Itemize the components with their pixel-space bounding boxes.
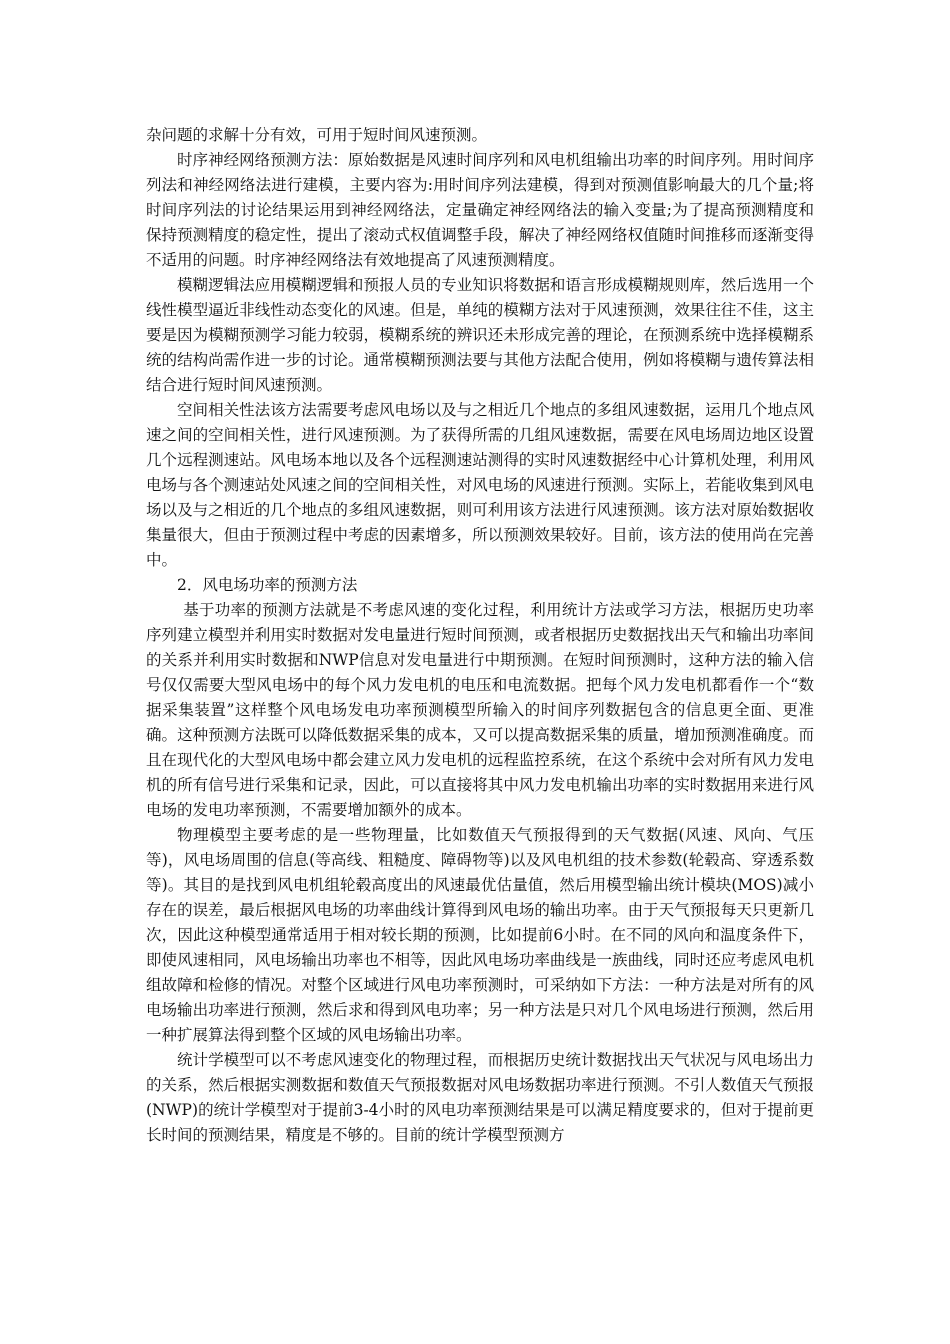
paragraph-continuation: 杂问题的求解十分有效，可用于短时间风速预测。 bbox=[146, 126, 488, 144]
document-page bbox=[146, 123, 814, 1148]
section-heading-power-prediction: 2．风电场功率的预测方法 bbox=[177, 576, 358, 594]
paragraph-time-series-neural-network: 时序神经网络预测方法：原始数据是风速时间序列和风电机组输出功率的时间序列。用时间序列法和神经网络法进行建模，主要内容为:用时间序列法建模，得到对预测值影响最大的几个量;将时间序列法的讨论结果运用到神经网络法，定量确定神经网络法的输入变量;为了提高预测精度和保持预测精度的稳定性，提出了滚动式权值调整手段，解决了神经网络权值随时间推移而逐渐变得不适用的问题。时序神经网络法有效地提高了风速预测精度。 bbox=[146, 151, 814, 269]
paragraph-power-based-method: 基于功率的预测方法就是不考虑风速的变化过程，利用统计方法或学习方法，根据历史功率序列建立模型并利用实时数据对发电量进行短时间预测，或者根据历史数据找出天气和输出功率间的关系并利用实时数据和NWP信息对发电量进行中期预测。在短时间预测时，这种方法的输入信号仅仅需要大型风电场中的每个风力发电机的电压和电流数据。把每个风力发电机都看作一个“数据采集装置”这样整个风电场发电功率预测模型所输入的时间序列数据包含的信息更全面、更准确。这种预测方法既可以降低数据采集的成本，又可以提高数据采集的质量，增加预测准确度。而且在现代化的大型风电场中都会建立风力发电机的远程监控系统，在这个系统中会对所有风力发电机的所有信号进行采集和记录，因此，可以直接将其中风力发电机输出功率的实时数据用来进行风电场的发电功率预测，不需要增加额外的成本。 bbox=[146, 601, 814, 819]
paragraph-statistical-model: 统计学模型可以不考虑风速变化的物理过程，而根据历史统计数据找出天气状况与风电场出力的关系，然后根据实测数据和数值天气预报数据对风电场数据功率进行预测。不引人数值天气预报(NWP)的统计学模型对于提前3-4小时的风电功率预测结果是可以满足精度要求的，但对于提前更长时间的预测结果，精度是不够的。目前的统计学模型预测方 bbox=[146, 1051, 814, 1144]
paragraph-physical-model: 物理模型主要考虑的是一些物理量，比如数值天气预报得到的天气数据(风速、风向、气压等)，风电场周围的信息(等高线、粗糙度、障碍物等)以及风电机组的技术参数(轮毂高、穿透系数等)。其目的是找到风电机组轮毂高度出的风速最优估量值，然后用模型输出统计模块(MOS)减小存在的误差，最后根据风电场的功率曲线计算得到风电场的输出功率。由于天气预报每天只更新几次，因此这种模型通常适用于相对较长期的预测，比如提前6小时。在不同的风向和温度条件下，即使风速相同，风电场输出功率也不相等，因此风电场功率曲线是一族曲线，同时还应考虑风电机组故障和检修的情况。对整个区域进行风电功率预测时，可采纳如下方法：一种方法是对所有的风电场输出功率进行预测，然后求和得到风电功率；另一种方法是只对几个风电场进行预测，然后用一种扩展算法得到整个区域的风电场输出功率。 bbox=[146, 826, 814, 1044]
paragraph-fuzzy-logic: 模糊逻辑法应用模糊逻辑和预报人员的专业知识将数据和语言形成模糊规则库，然后选用一个线性模型逼近非线性动态变化的风速。但是，单纯的模糊方法对于风速预测，效果往往不佳，这主要是因为模糊预测学习能力较弱，模糊系统的辨识还未形成完善的理论，在预测系统中选择模糊系统的结构尚需作进一步的讨论。通常模糊预测法要与其他方法配合使用，例如将模糊与遗传算法相结合进行短时间风速预测。 bbox=[146, 276, 814, 394]
paragraph-spatial-correlation: 空间相关性法该方法需要考虑风电场以及与之相近几个地点的多组风速数据，运用几个地点风速之间的空间相关性，进行风速预测。为了获得所需的几组风速数据，需要在风电场周边地区设置几个远程测速站。风电场本地以及各个远程测速站测得的实时风速数据经中心计算机处理，利用风电场与各个测速站处风速之间的空间相关性，对风电场的风速进行预测。实际上，若能收集到风电场以及与之相近的几个地点的多组风速数据，则可利用该方法进行风速预测。该方法对原始数据收集量很大，但由于预测过程中考虑的因素增多，所以预测效果较好。目前，该方法的使用尚在完善中。 bbox=[146, 401, 814, 569]
